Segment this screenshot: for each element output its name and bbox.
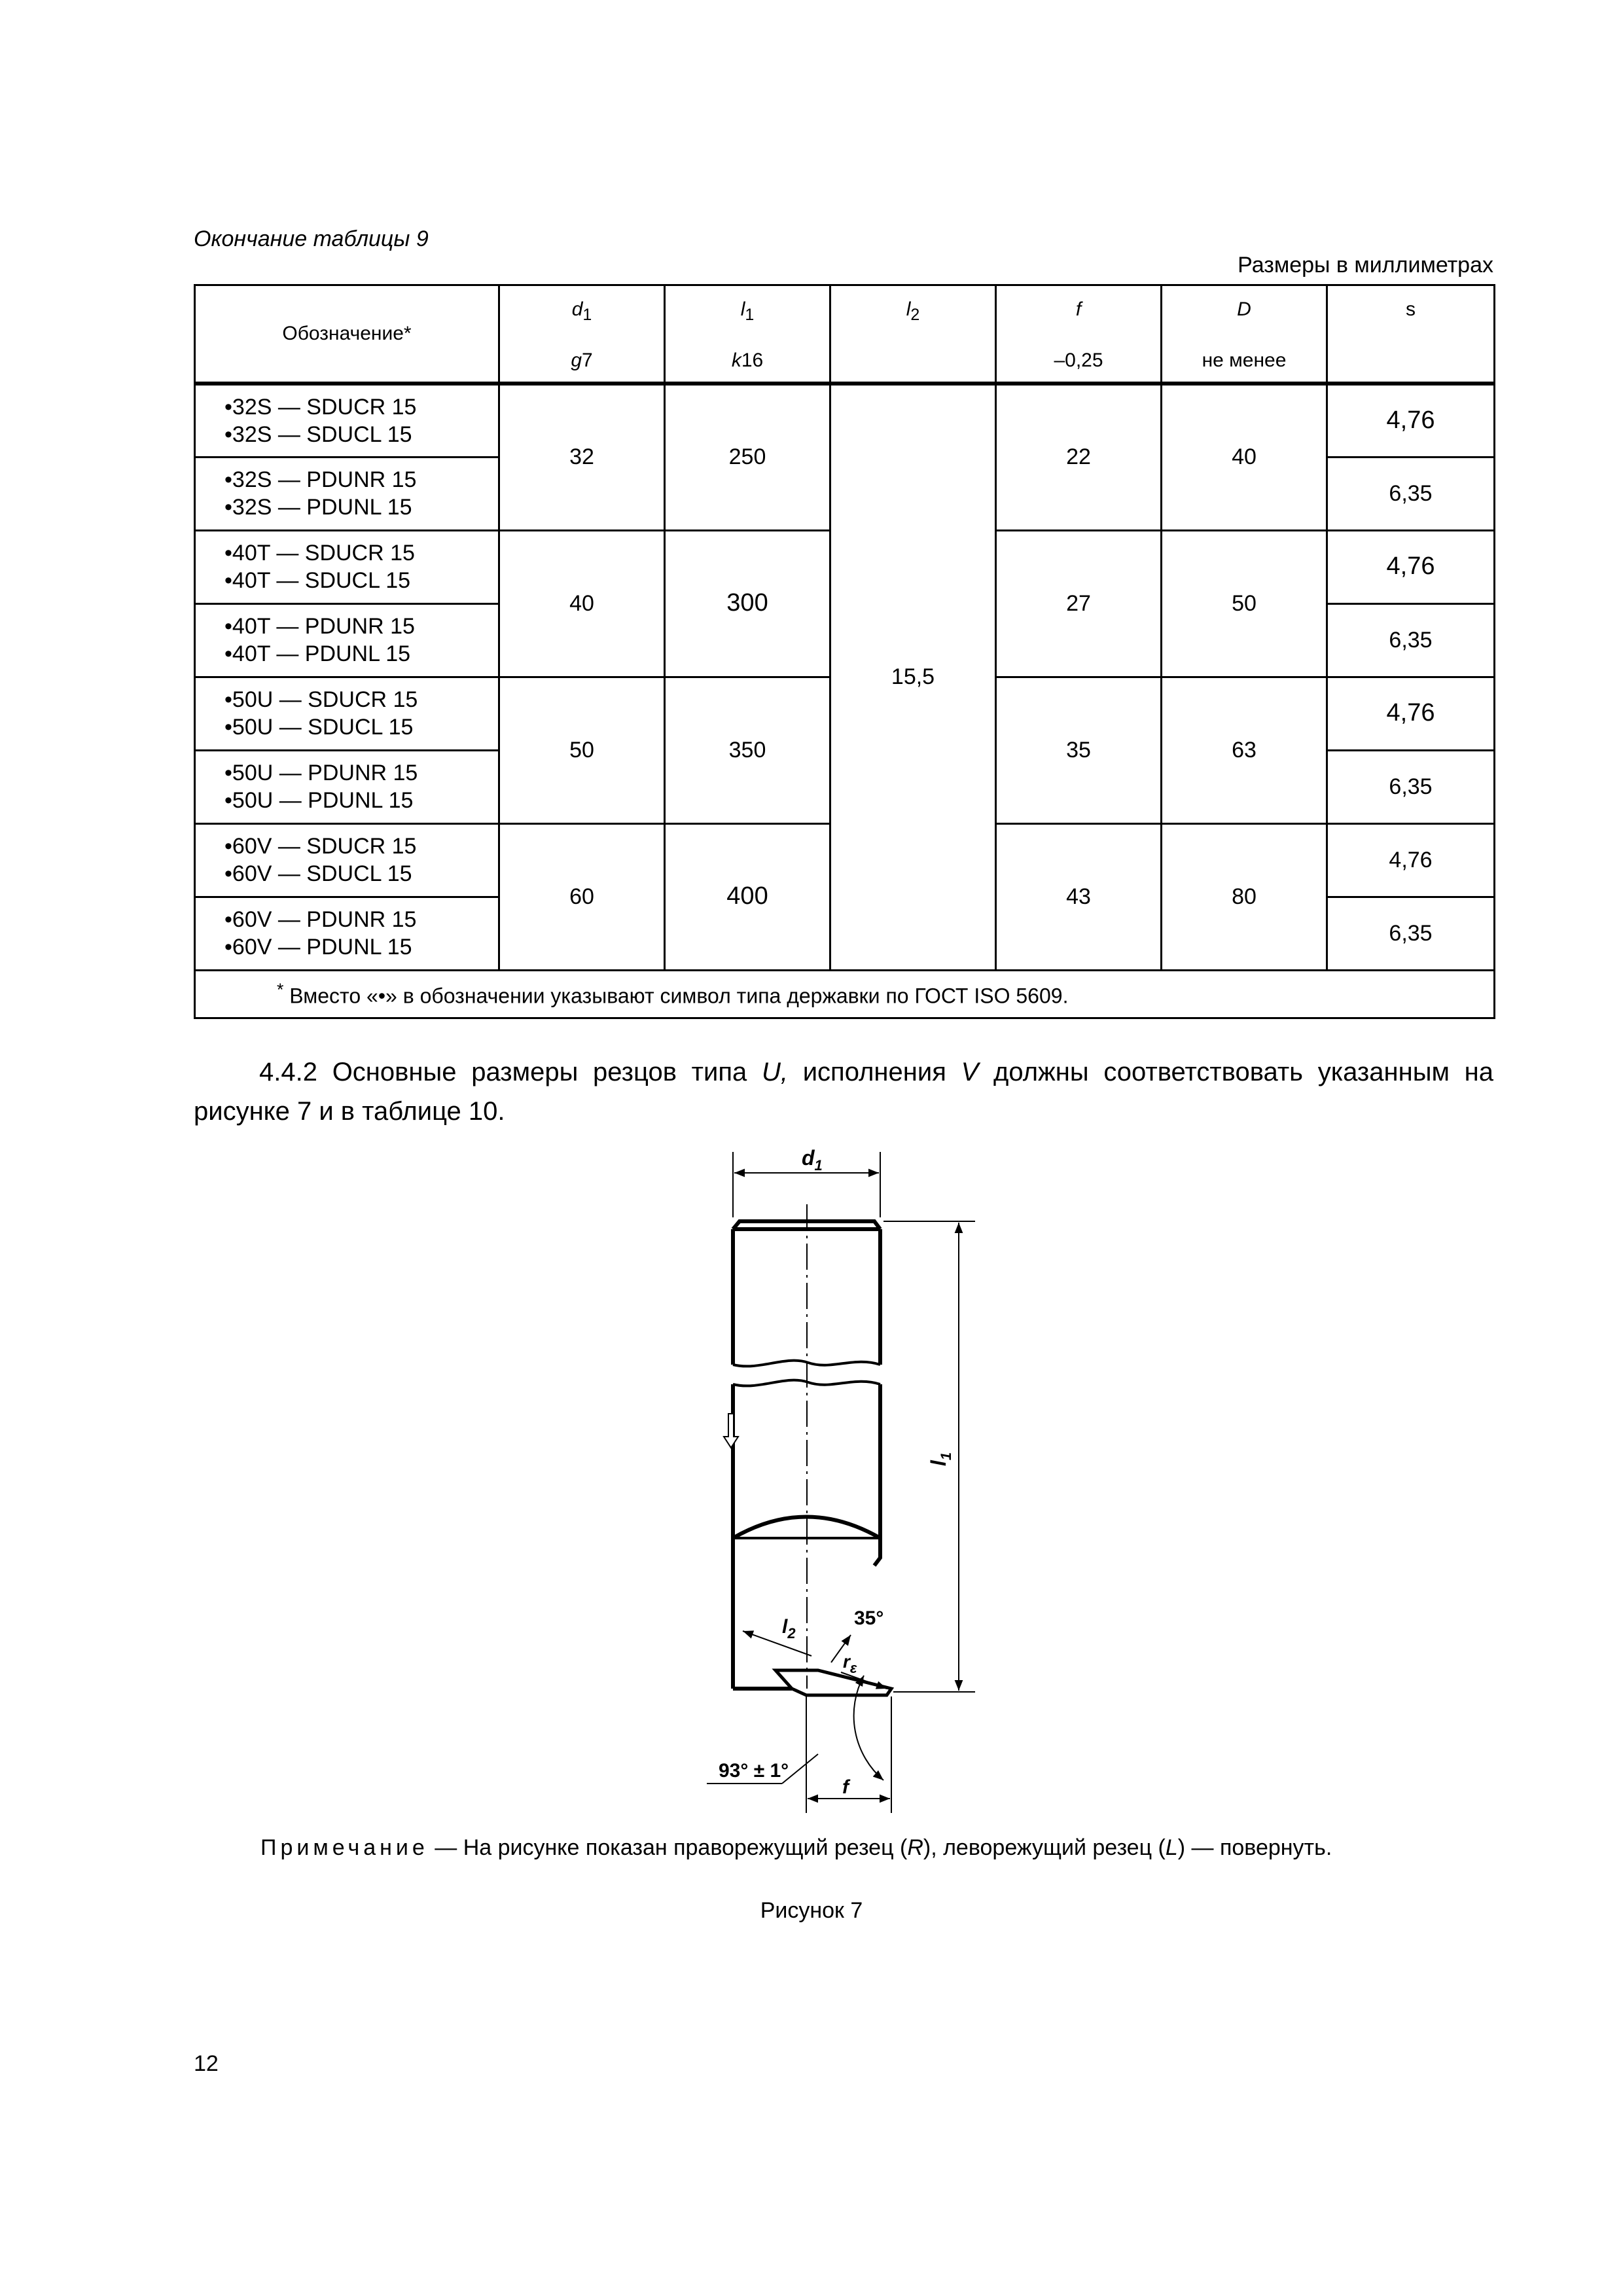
l1-value: 250 <box>665 384 830 530</box>
d1-value: 32 <box>499 384 665 530</box>
designation-cell: •60V — SDUCR 15 •60V — SDUCL 15 <box>195 823 499 897</box>
page-number: 12 <box>194 2051 219 2076</box>
header-D-tolerance: не менее <box>1162 340 1327 384</box>
l2-label: $l_2$ <box>782 1616 796 1641</box>
header-d1: $d_1$ <box>499 285 665 340</box>
angle-35-label: 35° <box>854 1607 884 1629</box>
l1-value: 350 <box>665 677 830 823</box>
s-value: 4,76 <box>1327 823 1495 897</box>
header-s: s <box>1327 285 1495 340</box>
header-f: f <box>996 285 1162 340</box>
D-value: 40 <box>1162 384 1327 530</box>
f-value: 35 <box>996 677 1162 823</box>
angle-93-label: 93° ± 1° <box>719 1760 789 1782</box>
figure-caption: Рисунок 7 <box>760 1898 863 1923</box>
designation-cell: •50U — PDUNR 15 •50U — PDUNL 15 <box>195 750 499 823</box>
s-value: 6,35 <box>1327 603 1495 677</box>
cutter-drawing <box>687 1139 1027 1820</box>
f-label: f <box>842 1776 849 1798</box>
f-value: 27 <box>996 530 1162 677</box>
d1-value: 60 <box>499 823 665 970</box>
d1-value: 40 <box>499 530 665 677</box>
s-value: 6,35 <box>1327 897 1495 970</box>
d1-value: 50 <box>499 677 665 823</box>
f-value: 22 <box>996 384 1162 530</box>
header-D: D <box>1162 285 1327 340</box>
designation-cell: •40T — PDUNR 15 •40T — PDUNL 15 <box>195 603 499 677</box>
designation-cell: •32S — PDUNR 15 •32S — PDUNL 15 <box>195 457 499 530</box>
figure-note: Примечание — На рисунке показан праворежущий резец (R), леворежущий резец (L) — повернуть. <box>260 1835 1332 1860</box>
d1-label: $d_1$ <box>802 1146 823 1174</box>
dimensions-table <box>194 284 1495 1019</box>
D-value: 50 <box>1162 530 1327 677</box>
l2-value: 15,5 <box>830 384 996 970</box>
units-caption: Размеры в миллиметрах <box>1238 253 1493 278</box>
header-l2-tolerance <box>830 340 996 384</box>
table-continuation-caption: Окончание таблицы 9 <box>194 226 429 251</box>
designation-cell: •60V — PDUNR 15 •60V — PDUNL 15 <box>195 897 499 970</box>
table-footnote: * Вместо «•» в обозначении указывают символ типа державки по ГОСТ ISO 5609. <box>195 970 1495 1018</box>
s-value: 6,35 <box>1327 457 1495 530</box>
D-value: 80 <box>1162 823 1327 970</box>
D-value: 63 <box>1162 677 1327 823</box>
s-value: 6,35 <box>1327 750 1495 823</box>
s-value: 4,76 <box>1327 677 1495 750</box>
section-paragraph: 4.4.2 Основные размеры резцов типа U, исполнения V должны соответствовать указанным на рисунке 7 и в таблице 10. <box>194 1058 1494 1126</box>
designation-cell: •32S — SDUCR 15 •32S — SDUCL 15 <box>195 384 499 457</box>
l1-value: 400 <box>665 823 830 970</box>
s-value: 4,76 <box>1327 384 1495 457</box>
header-l1: $l_1$ <box>665 285 830 340</box>
header-designation: Обозначение* <box>195 285 499 384</box>
s-value: 4,76 <box>1327 530 1495 603</box>
designation-cell: •50U — SDUCR 15 •50U — SDUCL 15 <box>195 677 499 750</box>
designation-cell: •40T — SDUCR 15 •40T — SDUCL 15 <box>195 530 499 603</box>
header-s-tolerance <box>1327 340 1495 384</box>
f-value: 43 <box>996 823 1162 970</box>
header-f-tolerance: –0,25 <box>996 340 1162 384</box>
radius-label: $r_\varepsilon$ <box>843 1651 857 1676</box>
l1-value: 300 <box>665 530 830 677</box>
header-d1-tolerance: g7 <box>499 340 665 384</box>
header-l2: $l_2$ <box>830 285 996 340</box>
header-l1-tolerance: k16 <box>665 340 830 384</box>
l1-label: $l_1$ <box>927 1452 954 1466</box>
